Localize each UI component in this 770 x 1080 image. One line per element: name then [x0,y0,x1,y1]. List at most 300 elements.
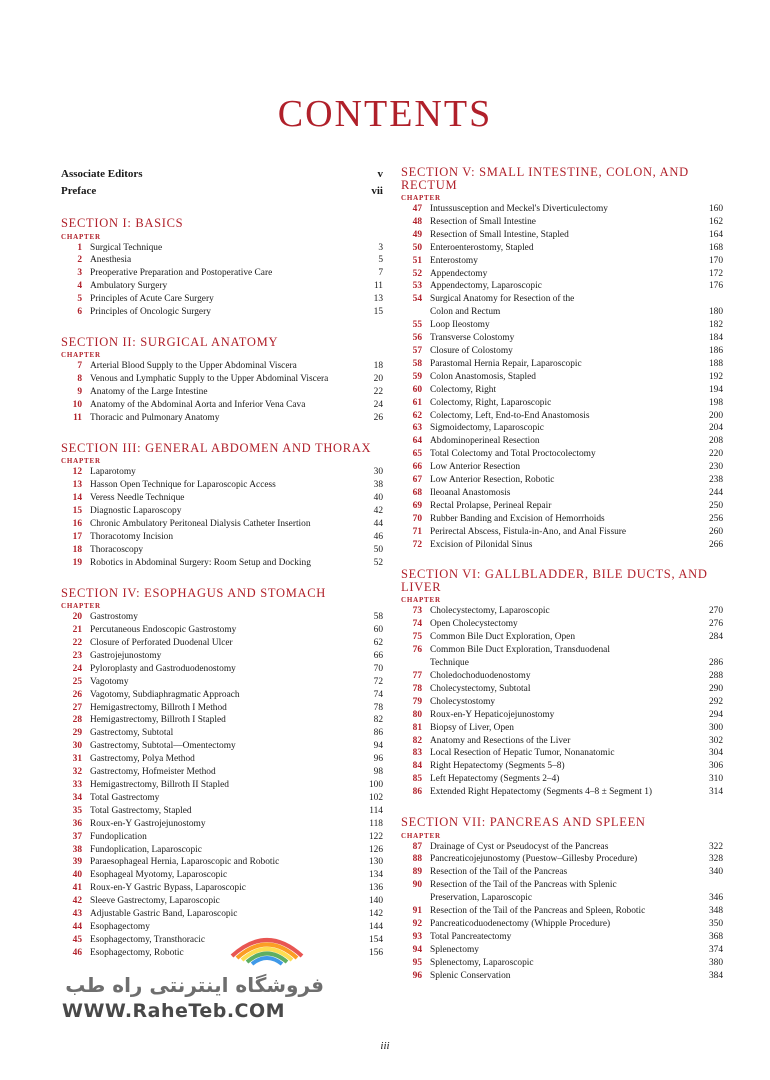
chapter-title: Splenectomy, Laparoscopic [430,957,534,968]
chapter-entry [61,727,383,740]
chapter-page: 314 [708,787,723,798]
chapter-page: 172 [708,268,723,279]
chapter-title: Colectomy, Right [430,384,497,395]
chapter-title: Choledochoduodenostomy [430,671,531,681]
chapter-page: 144 [368,921,383,932]
toc-section [61,442,383,570]
chapter-title: Colectomy, Left, End-to-End Anastomosis [430,410,590,421]
chapter-entry [401,957,723,970]
chapter-page: 24 [373,400,383,411]
chapter-number: 13 [72,480,82,491]
chapter-number: 76 [412,645,422,656]
chapter-page: 288 [708,671,723,681]
chapter-page: 276 [708,619,723,630]
chapter-number: 73 [412,606,422,617]
chapter-title: Colon and Rectum [430,307,501,318]
chapter-title: Rubber Banding and Excision of Hemorrhoids [430,513,605,524]
contents-left-column [61,166,383,960]
chapter-page: 26 [373,413,383,424]
chapter-number: 47 [412,204,422,214]
chapter-title: Ileoanal Anastomosis [430,487,511,498]
chapter-page: 72 [373,676,383,687]
chapter-number: 75 [412,632,422,643]
chapter-label: CHAPTER [401,194,441,202]
chapter-title: Total Colectomy and Total Proctocolectomy [430,449,596,460]
chapter-page: 164 [708,229,723,240]
chapter-title: Paraesophageal Hernia, Laparoscopic and Robotic [90,857,280,868]
chapter-page: 244 [708,487,723,498]
chapter-label: CHAPTER [61,602,101,611]
chapter-entry [401,644,723,657]
chapter-title: Appendectomy [430,268,488,279]
chapter-page: 18 [373,361,383,372]
chapter-title: Esophageal Myotomy, Laparoscopic [90,870,228,881]
chapter-number: 37 [72,831,82,842]
chapter-number: 84 [412,761,422,772]
chapter-page: 346 [708,893,723,904]
chapter-entry [61,818,383,831]
chapter-title: Common Bile Duct Exploration, Open [430,632,576,643]
chapter-entry [61,611,383,624]
chapter-number: 66 [412,462,422,473]
chapter-page: 266 [708,539,723,550]
chapter-title: Splenectomy [430,944,479,955]
chapter-entry [401,319,723,332]
chapter-entry [401,268,723,281]
chapter-title: Resection of Small Intestine, Stapled [430,229,569,240]
chapter-title: Ambulatory Surgery [90,281,168,292]
chapter-label: CHAPTER [61,457,101,466]
chapter-page: 122 [368,831,383,842]
chapter-title: Pancreaticojejunostomy (Puestow–Gillesby Procedure) [430,854,638,865]
chapter-page: 162 [708,216,723,227]
chapter-number: 51 [412,255,422,266]
chapter-number: 74 [412,619,422,630]
chapter-page: 198 [708,397,723,408]
chapter-number: 44 [72,921,82,932]
toc-section [401,166,723,551]
chapter-page: 42 [373,506,383,517]
chapter-entry [61,624,383,637]
chapter-number: 29 [72,728,82,739]
chapter-entry [61,895,383,908]
chapter-number: 4 [77,281,82,292]
chapter-page: 186 [708,345,723,356]
chapter-page: 168 [708,242,723,253]
chapter-entry [401,709,723,722]
chapter-entry [61,280,383,293]
chapter-entry [401,683,723,696]
chapter-page: 192 [708,371,723,382]
chapter-entry [61,518,383,531]
chapter-page: 306 [708,761,723,772]
chapter-page: 348 [708,906,723,917]
chapter-number: 80 [412,709,422,720]
chapter-entry [401,747,723,760]
chapter-entry [61,293,383,306]
chapter-entry [401,760,723,773]
chapter-page: 188 [708,358,723,369]
chapter-number: 94 [412,944,422,955]
chapter-number: 45 [72,934,82,945]
section-heading: SECTION III: GENERAL ABDOMEN AND THORAX [61,440,372,455]
chapter-title: Roux-en-Y Hepaticojejunostomy [430,709,555,720]
chapter-number: 90 [412,880,422,891]
chapter-page: 46 [373,532,383,542]
chapter-entry [61,882,383,895]
chapter-page: 302 [708,735,723,746]
chapter-entry [401,918,723,931]
chapter-title: Enteroenterostomy, Stapled [430,242,534,253]
toc-section [61,587,383,960]
chapter-title: Resection of the Tail of the Pancreas [430,867,568,878]
chapter-number: 30 [72,741,82,752]
chapter-title: Surgical Technique [90,242,163,253]
chapter-title: Transverse Colostomy [430,333,515,344]
chapter-entry [401,696,723,709]
chapter-title: Esophagectomy, Transthoracic [90,934,205,945]
chapter-entry [61,544,383,557]
chapter-page: 52 [373,557,383,568]
chapter-entry [401,905,723,918]
chapter-page: 136 [368,883,383,894]
chapter-title: Cholecystectomy, Subtotal [430,683,531,694]
chapter-number [401,657,430,670]
front-matter [61,166,383,200]
chapter-page: 126 [368,844,383,855]
chapter-number: 49 [412,229,422,240]
chapter-title: Open Cholecystectomy [430,619,518,630]
chapter-page: 142 [368,909,383,920]
chapter-number: 18 [72,544,82,555]
chapter-page: 58 [373,612,383,623]
section-heading: SECTION IV: ESOPHAGUS AND STOMACH [61,585,327,600]
chapter-page: 194 [708,384,723,395]
chapter-page: 208 [708,436,723,447]
chapter-number: 6 [77,307,82,318]
chapter-entry [61,908,383,921]
chapter-entry [61,505,383,518]
chapter-entry [61,373,383,386]
chapter-number: 28 [72,715,82,726]
chapter-page: 220 [708,449,723,460]
chapter-page: 78 [373,702,383,713]
chapter-page: 180 [708,307,723,318]
chapter-number: 89 [412,867,422,878]
right-sections [401,166,723,983]
chapter-entry [61,386,383,399]
chapter-number: 8 [77,374,82,385]
chapter-title: Hemigastrectomy, Billroth II Stapled [90,780,229,790]
chapter-title: Percutaneous Endoscopic Gastrostomy [90,625,237,636]
chapter-title: Diagnostic Laparoscopy [90,506,182,517]
chapter-entry [61,805,383,818]
chapter-title: Cholecystostomy [430,696,496,707]
chapter-entry [401,448,723,461]
chapter-entry [401,255,723,268]
chapter-title: Colectomy, Right, Laparoscopic [430,397,552,408]
front-matter-page: v [377,168,383,180]
chapter-entry [61,869,383,882]
chapter-number: 67 [412,475,422,486]
chapter-title: Total Gastrectomy, Stapled [90,805,192,816]
chapter-page: 250 [708,500,723,511]
chapter-number: 64 [412,436,422,447]
chapter-number: 83 [412,748,422,759]
chapter-entry [61,267,383,280]
chapter-number: 22 [72,638,82,649]
chapter-title: Principles of Oncologic Surgery [90,307,211,318]
chapter-page: 310 [708,774,723,785]
chapter-number: 68 [412,487,422,498]
front-matter-page: vii [371,185,383,197]
chapter-number: 79 [412,696,422,707]
front-matter-title: Associate Editors [61,168,143,180]
chapter-number [401,306,430,319]
chapter-number: 36 [72,818,82,829]
contents-right-column [401,166,723,983]
chapter-entry [401,500,723,513]
chapter-number: 91 [412,906,422,917]
chapter-page: 40 [373,493,383,504]
toc-section [61,336,383,425]
chapter-number: 3 [77,268,82,279]
chapter-title: Gastrectomy, Polya Method [90,754,195,765]
chapter-title: Cholecystectomy, Laparoscopic [430,606,550,617]
chapter-page: 114 [369,805,383,816]
chapter-title: Roux-en-Y Gastric Bypass, Laparoscopic [90,883,246,894]
chapter-number: 35 [72,805,82,816]
chapter-entry [401,722,723,735]
chapter-title: Vagotomy, Subdiaphragmatic Approach [90,689,240,700]
chapter-number: 69 [412,500,422,511]
chapter-number: 33 [72,780,82,790]
chapter-number: 46 [72,947,82,958]
chapter-entry [61,689,383,702]
chapter-page: 102 [368,792,383,803]
chapter-title: Sigmoidectomy, Laparoscopic [430,423,544,434]
chapter-entry [61,557,383,570]
chapter-entry [61,779,383,792]
chapter-title: Preoperative Preparation and Postoperative Care [90,268,273,279]
chapter-title: Esophagectomy [90,921,150,932]
chapter-number: 16 [72,519,82,530]
chapter-title: Veress Needle Technique [90,493,185,504]
chapter-page: 160 [708,204,723,214]
chapter-entry [401,866,723,879]
chapter-title: Surgical Anatomy for Resection of the [430,294,575,305]
chapter-page: 98 [373,767,383,778]
chapter-title: Sleeve Gastrectomy, Laparoscopic [90,896,220,907]
chapter-entry [61,412,383,425]
chapter-page: 44 [373,519,383,530]
chapter-page: 292 [708,696,723,707]
chapter-entry [401,853,723,866]
chapter-title: Local Resection of Hepatic Tumor, Nonanatomic [430,748,615,759]
chapter-number: 48 [412,216,422,227]
chapter-title: Closure of Colostomy [430,345,513,356]
chapter-page: 70 [373,663,383,674]
front-matter-row [61,166,383,183]
chapter-page: 322 [708,841,723,852]
chapter-entry [401,618,723,631]
chapter-entry [401,735,723,748]
chapter-number: 5 [77,294,82,305]
chapter-entry [61,479,383,492]
chapter-title: Thoracic and Pulmonary Anatomy [90,413,220,424]
chapter-number: 78 [412,683,422,694]
toc-section [401,816,723,982]
chapter-number: 70 [412,513,422,524]
chapter-page: 82 [373,715,383,726]
chapter-number: 24 [72,663,82,674]
chapter-entry [61,650,383,663]
chapter-number: 20 [72,612,82,623]
chapter-page: 118 [369,818,383,829]
chapter-number: 52 [412,268,422,279]
chapter-entry [401,944,723,957]
chapter-page: 184 [708,333,723,344]
chapter-title: Anatomy and Resections of the Liver [430,735,571,746]
watermark-logo [62,922,332,1022]
chapter-number: 1 [77,242,82,253]
chapter-title: Loop Ileostomy [430,320,490,331]
left-sections [61,217,383,960]
chapter-title: Left Hepatectomy (Segments 2–4) [430,774,560,785]
chapter-title: Rectal Prolapse, Perineal Repair [430,500,552,511]
chapter-title: Anesthesia [90,255,132,266]
chapter-page: 182 [708,320,723,331]
chapter-entry [61,637,383,650]
chapter-entry [61,844,383,857]
chapter-title: Low Anterior Resection [430,462,521,473]
chapter-title: Fundoplication, Laparoscopic [90,844,202,855]
chapter-title: Thoracotomy Incision [90,532,174,542]
chapter-title: Esophagectomy, Robotic [90,947,184,958]
watermark-logo-icon [62,922,332,1002]
chapter-entry [401,786,723,799]
chapter-title: Pancreaticoduodenectomy (Whipple Procedure) [430,919,611,929]
chapter-entry [61,360,383,373]
chapter-number: 60 [412,384,422,395]
chapter-title: Colon Anastomosis, Stapled [430,371,536,382]
chapter-number: 57 [412,345,422,356]
chapter-page: 154 [368,934,383,945]
chapter-number: 23 [72,650,82,661]
chapter-entry [61,466,383,479]
chapter-label: CHAPTER [401,596,441,605]
chapter-entry [401,631,723,644]
chapter-entry [61,856,383,869]
chapter-entry [61,531,383,544]
chapter-number: 54 [412,294,422,305]
chapter-number: 38 [72,844,82,855]
toc-section [401,568,723,799]
chapter-page: 284 [708,632,723,643]
chapter-title: Perirectal Abscess, Fistula-in-Ano, and Anal Fissure [430,526,627,537]
chapter-entry [401,435,723,448]
chapter-entry [61,254,383,267]
chapter-number: 59 [412,371,422,382]
chapter-number: 86 [412,787,422,798]
chapter-page [693,879,723,892]
page-number: iii [380,1040,390,1052]
chapter-title: Gastrostomy [90,612,138,623]
chapter-entry [401,242,723,255]
chapter-number: 50 [412,242,422,253]
chapter-title: Splenic Conservation [430,970,511,981]
chapter-page: 230 [708,462,723,473]
chapter-number: 61 [412,397,422,408]
chapter-title: Extended Right Hepatectomy (Segments 4–8 ± Segment 1) [430,787,653,798]
chapter-title: Arterial Blood Supply to the Upper Abdominal Viscera [90,361,297,372]
chapter-title: Thoracoscopy [90,544,144,555]
chapter-entry [401,931,723,944]
chapter-number: 58 [412,358,422,369]
chapter-entry [401,397,723,410]
page-title: CONTENTS [277,93,493,135]
chapter-title: Total Pancreatectomy [430,931,512,942]
chapter-entry [401,293,723,306]
chapter-entry [61,740,383,753]
chapter-number: 2 [77,255,82,266]
chapter-page: 290 [708,683,723,694]
chapter-title: Gastrectomy, Subtotal—Omentectomy [90,741,236,752]
chapter-title: Common Bile Duct Exploration, Transduodenal [430,645,610,656]
chapter-title: Hemigastrectomy, Billroth I Stapled [90,715,226,726]
section-heading: SECTION V: SMALL INTESTINE, COLON, AND RECTUM [401,165,689,192]
chapter-number: 14 [72,493,82,504]
chapter-label: CHAPTER [401,831,441,840]
chapter-entry [401,841,723,854]
chapter-page: 204 [708,423,723,434]
chapter-number: 39 [72,857,82,868]
chapter-entry [401,384,723,397]
chapter-number: 40 [72,870,82,881]
chapter-title: Technique [430,658,469,669]
chapter-title: Parastomal Hernia Repair, Laparoscopic [430,358,582,369]
chapter-title: Pyloroplasty and Gastroduodenostomy [90,663,236,674]
chapter-title: Laparotomy [90,467,136,478]
chapter-title: Robotics in Abdominal Surgery: Room Setup and Docking [90,557,311,568]
chapter-page: 256 [708,513,723,524]
chapter-entry [61,492,383,505]
chapter-entry [401,410,723,423]
section-heading: SECTION VII: PANCREAS AND SPLEEN [401,815,646,830]
chapter-number: 25 [72,676,82,687]
chapter-entry [401,203,723,216]
chapter-title: Drainage of Cyst or Pseudocyst of the Pancreas [430,841,609,852]
chapter-entry [401,513,723,526]
chapter-page: 176 [708,281,723,292]
chapter-page: 100 [368,780,383,790]
chapter-page: 13 [373,294,383,305]
chapter-number [401,892,430,905]
chapter-page: 60 [373,625,383,636]
chapter-entry [401,526,723,539]
chapter-page: 170 [708,255,723,266]
chapter-page: 156 [368,947,383,958]
chapter-entry [401,422,723,435]
chapter-number: 34 [72,792,82,803]
chapter-page: 350 [708,919,723,929]
chapter-number: 81 [412,722,422,733]
chapter-title: Gastrectomy, Hofmeister Method [90,767,216,778]
chapter-number: 12 [72,467,82,478]
section-heading: SECTION VI: GALLBLADDER, BILE DUCTS, AND LIVER [401,567,708,594]
chapter-title: Enterostomy [430,255,478,266]
chapter-number: 88 [412,854,422,865]
